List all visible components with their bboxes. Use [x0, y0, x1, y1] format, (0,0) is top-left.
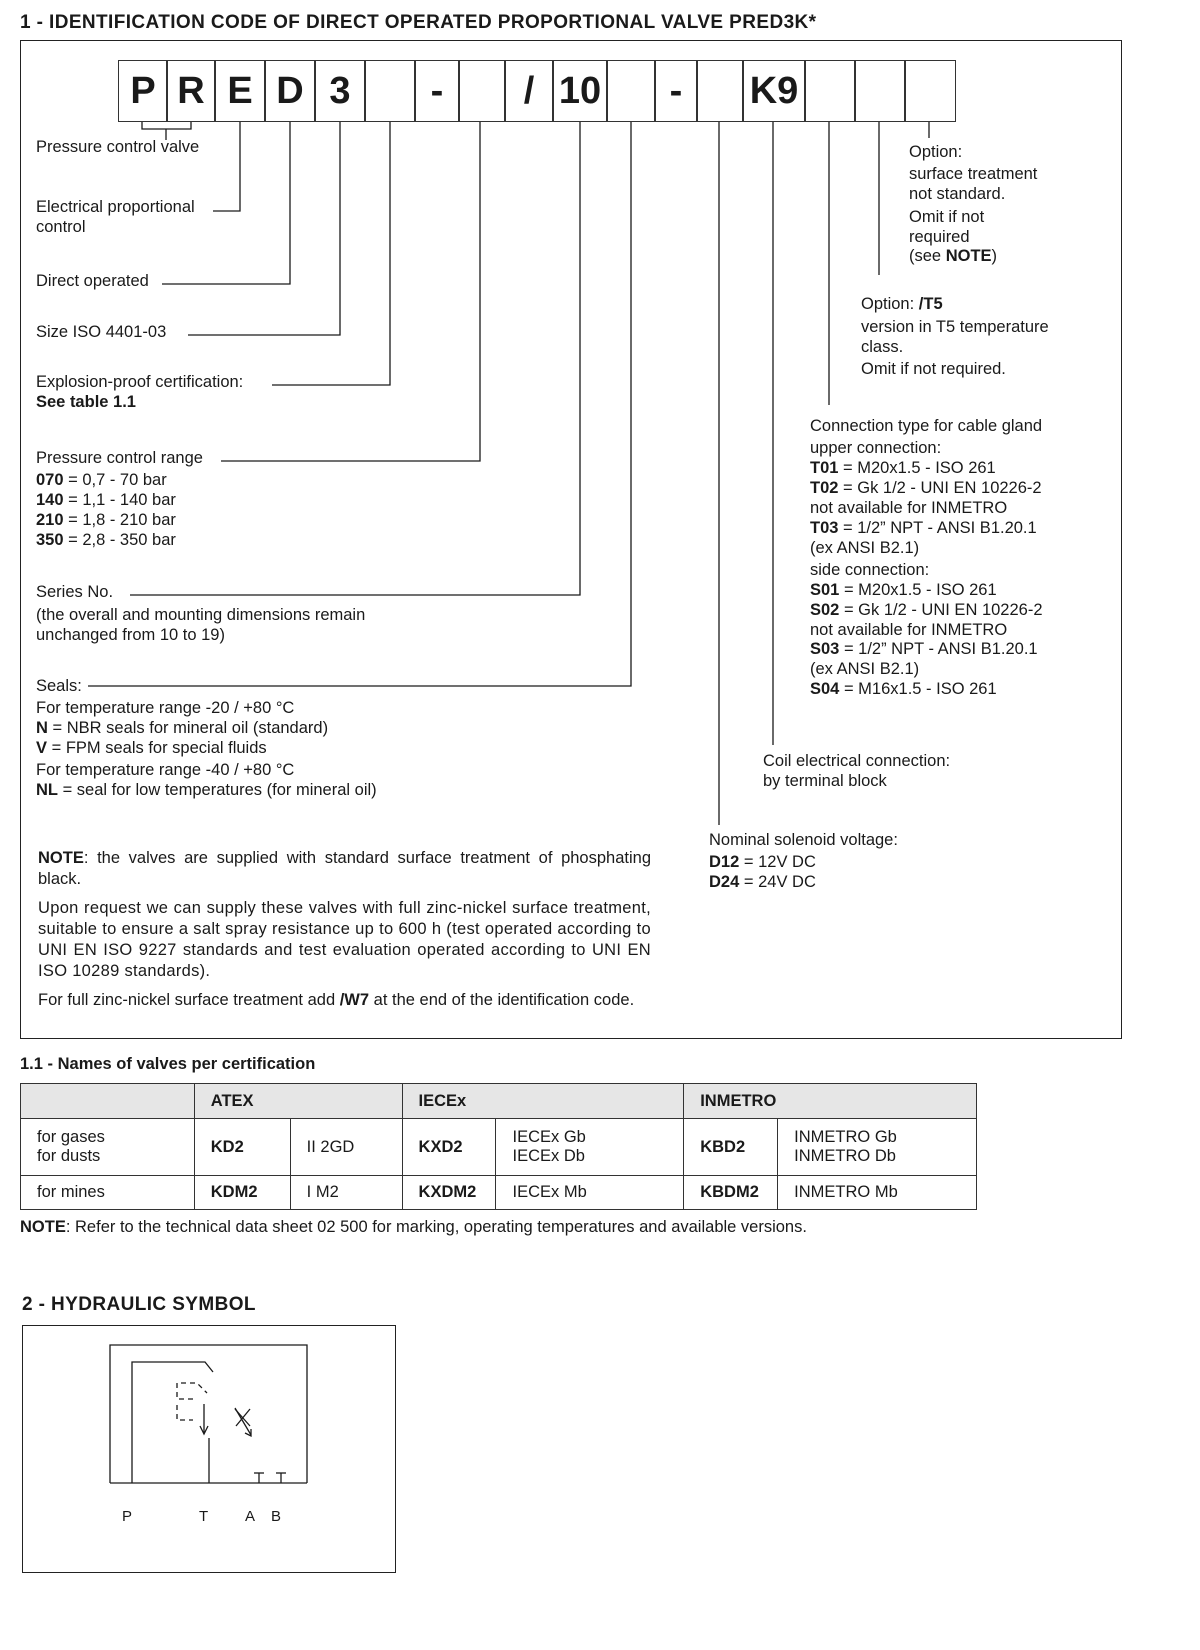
label-seals-title: Seals: [36, 677, 82, 695]
label-direct-operated: Direct operated [36, 272, 149, 290]
opt-t5-line-1: Option: /T5 [861, 295, 943, 313]
header-atex: ATEX [194, 1084, 402, 1119]
atex-value: I M2 [290, 1176, 402, 1210]
conn-item-s01: S01 = M20x1.5 - ISO 261 [810, 581, 997, 599]
atex-code: KD2 [194, 1119, 290, 1176]
iecex-value: IECEx Gb IECEx Db [496, 1119, 684, 1176]
table-row [21, 1119, 977, 1176]
port-label-p: P [122, 1508, 133, 1525]
label-explosion-proof: Explosion-proof certification: [36, 373, 244, 391]
conn-item-s03: S03 = 1/2” NPT - ANSI B1.20.1 [810, 640, 1038, 658]
opt-t5-line-4: Omit if not required. [861, 360, 1006, 378]
code-box-7: - [414, 60, 460, 122]
inmetro-value: INMETRO Gb INMETRO Db [778, 1119, 977, 1176]
voltage-d12: D12 = 12V DC [709, 853, 816, 871]
label-pressure-range-title: Pressure control range [36, 449, 203, 467]
conn-item-s04: S04 = M16x1.5 - ISO 261 [810, 680, 997, 698]
pressure-range-210: 210 = 1,8 - 210 bar [36, 511, 176, 529]
row-label-gases-dusts: for gases for dusts [21, 1119, 195, 1176]
seal-nl: NL = seal for low temperatures (for mineral oil) [36, 781, 377, 799]
note-paragraph-1: NOTE: the valves are supplied with standard surface treatment of phosphating black. [38, 849, 651, 888]
code-box-2: R [166, 60, 216, 122]
conn-item-t02: T02 = Gk 1/2 - UNI EN 10226-2 [810, 479, 1042, 497]
opt-surface-line-4: Omit if not [909, 208, 985, 226]
header-empty [21, 1084, 195, 1119]
conn-side-title: side connection: [810, 561, 930, 579]
note-paragraph-2: Upon request we can supply these valves with full zinc-nickel surface treatment, suitable to ensure a salt spray resistance up to 600 h (test operated according to UNI EN ISO 9227 standards and test evaluation operated according to UNI EN ISO 10289 standards). [38, 899, 651, 980]
row-label-mines: for mines [21, 1176, 195, 1210]
label-seals-range-1: For temperature range -20 / +80 °C [36, 699, 295, 717]
code-box-5: 3 [314, 60, 366, 122]
conn-item-s02-note: not available for INMETRO [810, 621, 1008, 639]
pressure-range-070: 070 = 0,7 - 70 bar [36, 471, 167, 489]
table-header-row [21, 1084, 977, 1119]
iecex-value: IECEx Mb [496, 1176, 684, 1210]
iecex-code: KXD2 [402, 1119, 496, 1176]
note-paragraph-3: For full zinc-nickel surface treatment add /W7 at the end of the identification code. [38, 991, 635, 1009]
conn-title-line-2: upper connection: [810, 439, 942, 457]
label-series-line-2: unchanged from 10 to 19) [36, 626, 225, 644]
coil-line-1: Coil electrical connection: [763, 752, 951, 770]
port-label-t: T [199, 1508, 209, 1525]
code-box-3: E [214, 60, 266, 122]
seal-n: N = NBR seals for mineral oil (standard) [36, 719, 329, 737]
seal-v: V = FPM seals for special fluids [36, 739, 267, 757]
opt-surface-line-6: (see NOTE) [909, 247, 998, 265]
voltage-d24: D24 = 24V DC [709, 873, 816, 891]
certification-table [20, 1083, 977, 1210]
opt-t5-line-2: version in T5 temperature [861, 318, 1049, 336]
port-label-a: A [245, 1508, 256, 1525]
inmetro-value: INMETRO Mb [778, 1176, 977, 1210]
label-see-table: See table 1.1 [36, 393, 136, 411]
conn-title-line-1: Connection type for cable gland [810, 417, 1043, 435]
label-electrical-control: control [36, 218, 86, 236]
pressure-range-140: 140 = 1,1 - 140 bar [36, 491, 176, 509]
conn-item-t02-note: not available for INMETRO [810, 499, 1008, 517]
label-seals-range-2: For temperature range -40 / +80 °C [36, 761, 295, 779]
section-2-title: 2 - HYDRAULIC SYMBOL [22, 1294, 256, 1315]
voltage-title: Nominal solenoid voltage: [709, 831, 898, 849]
header-iecex: IECEx [402, 1084, 684, 1119]
conn-item-s03-note: (ex ANSI B2.1) [810, 660, 920, 678]
code-box-9: / [504, 60, 554, 122]
header-inmetro: INMETRO [684, 1084, 977, 1119]
conn-item-s02: S02 = Gk 1/2 - UNI EN 10226-2 [810, 601, 1043, 619]
code-box-10: 10 [552, 60, 608, 122]
label-size: Size ISO 4401-03 [36, 323, 167, 341]
conn-item-t03: T03 = 1/2” NPT - ANSI B1.20.1 [810, 519, 1037, 537]
coil-line-2: by terminal block [763, 772, 887, 790]
code-box-14: K9 [742, 60, 806, 122]
opt-surface-line-5: required [909, 228, 970, 246]
conn-item-t01: T01 = M20x1.5 - ISO 261 [810, 459, 996, 477]
table-note: NOTE: Refer to the technical data sheet 02 500 for marking, operating temperatures and available versions. [20, 1218, 807, 1236]
port-label-b: B [271, 1508, 282, 1525]
section-1-title: 1 - IDENTIFICATION CODE OF DIRECT OPERATED PROPORTIONAL VALVE PRED3K* [20, 12, 817, 33]
opt-surface-line-1: Option: [909, 143, 963, 161]
iecex-code: KXDM2 [402, 1176, 496, 1210]
inmetro-code: KBDM2 [684, 1176, 778, 1210]
opt-surface-line-2: surface treatment [909, 165, 1038, 183]
code-box-12: - [654, 60, 698, 122]
opt-surface-line-3: not standard. [909, 185, 1006, 203]
table-row [21, 1176, 977, 1210]
atex-code: KDM2 [194, 1176, 290, 1210]
label-series-line-1: (the overall and mounting dimensions remain [36, 606, 366, 624]
atex-value: II 2GD [290, 1119, 402, 1176]
conn-item-t03-note: (ex ANSI B2.1) [810, 539, 920, 557]
label-electrical-proportional: Electrical proportional [36, 198, 195, 216]
inmetro-code: KBD2 [684, 1119, 778, 1176]
code-box-4: D [264, 60, 316, 122]
hydraulic-symbol-diagram [22, 1325, 396, 1573]
table-1-1-title: 1.1 - Names of valves per certification [20, 1055, 316, 1073]
pressure-range-350: 350 = 2,8 - 350 bar [36, 531, 176, 549]
label-series-title: Series No. [36, 583, 114, 601]
code-box-1: P [118, 60, 168, 122]
opt-t5-line-3: class. [861, 338, 904, 356]
label-pressure-control-valve: Pressure control valve [36, 138, 200, 156]
